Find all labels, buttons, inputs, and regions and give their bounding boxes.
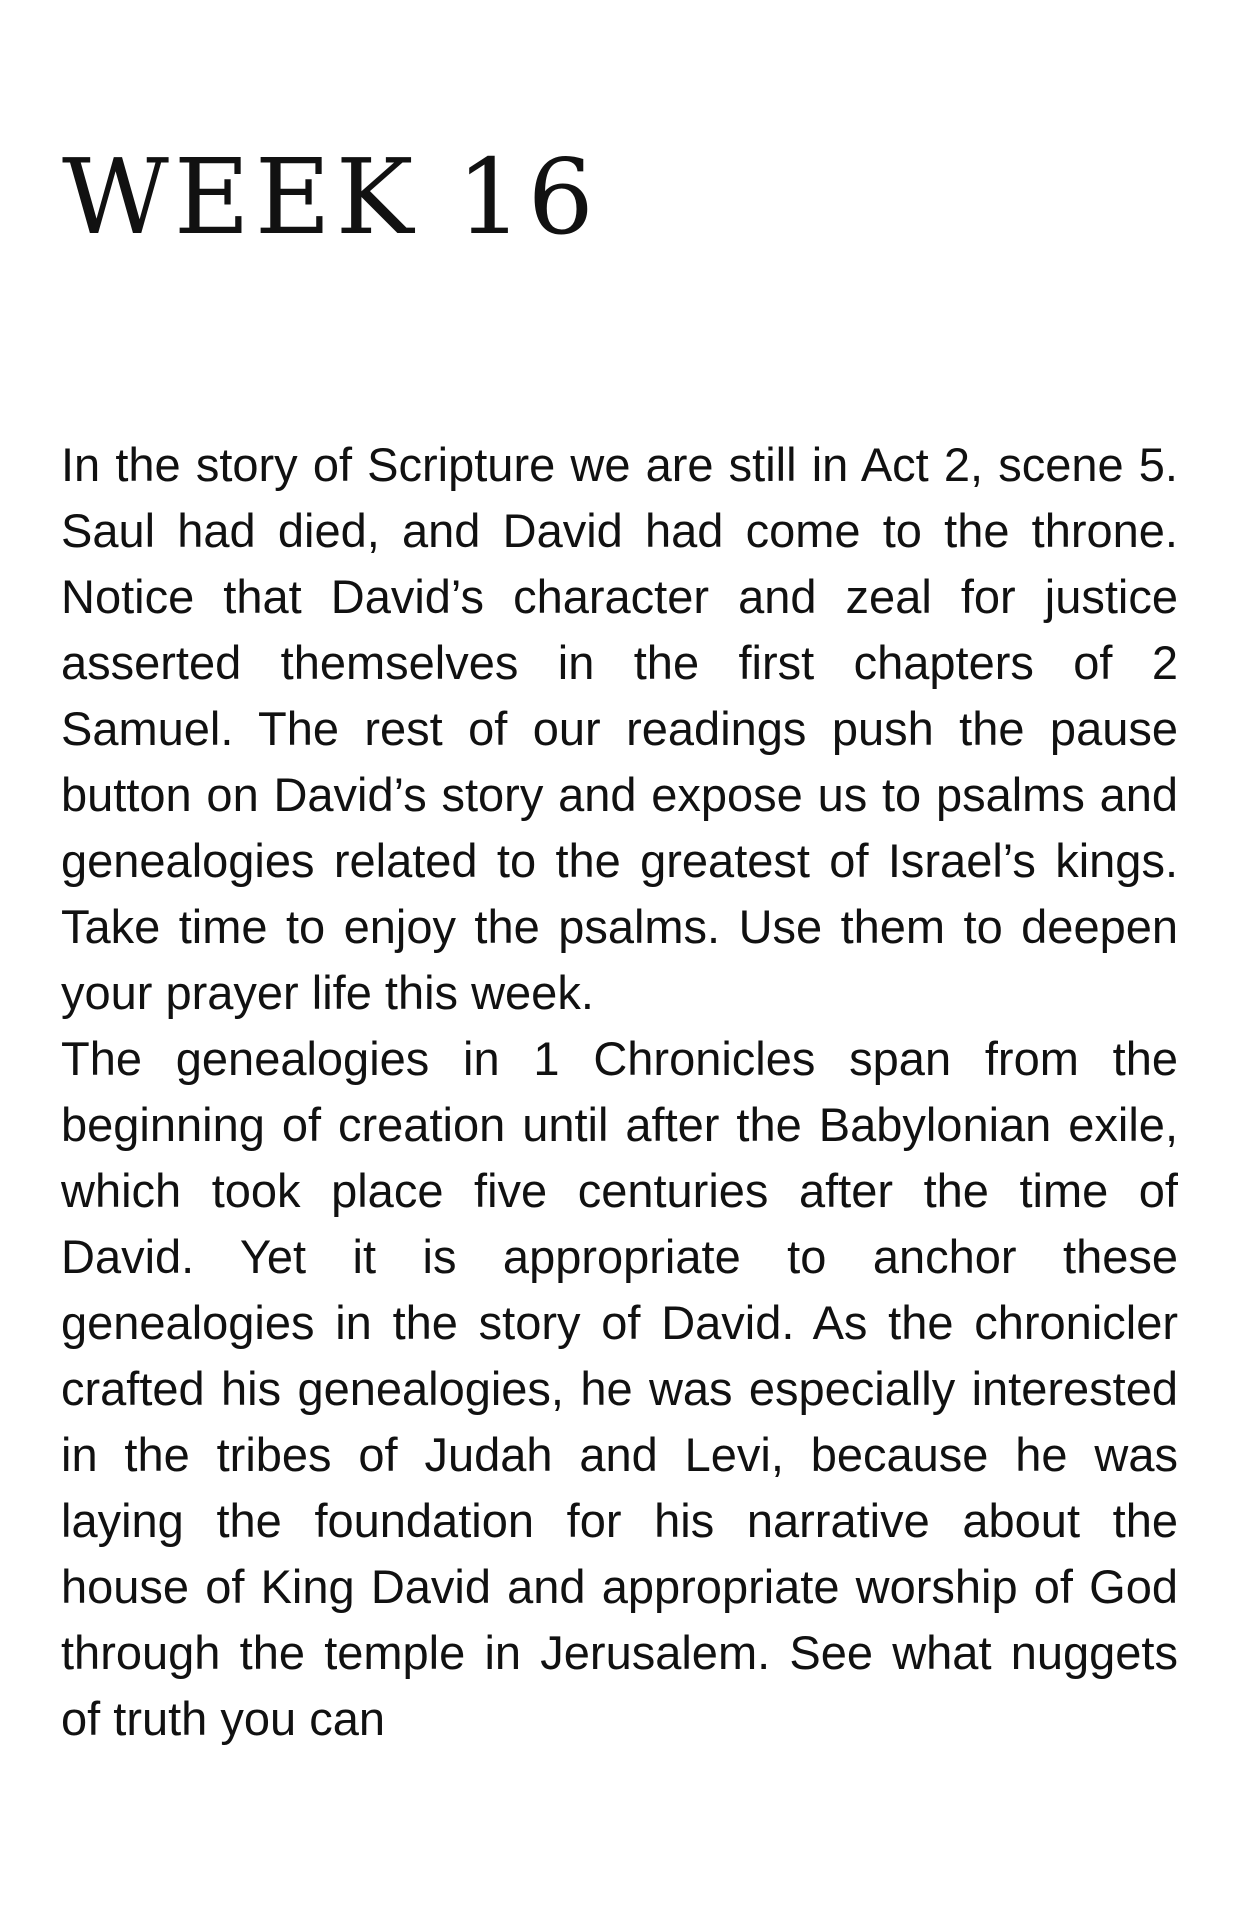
- paragraph-1: In the story of Scripture we are still in Act 2, scene 5. Saul had died, and David had come to the throne. Notice that David’s character and zeal for justice asserted themselves in the first chapters of 2 Samuel. The rest of our readings push the pause button on David’s story and expose us to psalms and genealogies related to the greatest of Israel’s kings. Take time to enjoy the psalms. Use them to deepen your prayer life this week.: [61, 438, 1178, 1019]
- chapter-heading: WEEK 16: [62, 136, 599, 258]
- body-text: [61, 432, 1178, 1752]
- paragraph-2: The genealogies in 1 Chronicles span from the beginning of creation until after the Babylonian exile, which took place five centuries after the time of David. Yet it is appropriate to anchor these genealogies in the story of David. As the chronicler crafted his genealogies, he was especially interested in the tribes of Judah and Levi, because he was laying the foundation for his narrative about the house of King David and appropriate worship of God through the temple in Jerusalem. See what nuggets of truth you can: [61, 1032, 1178, 1745]
